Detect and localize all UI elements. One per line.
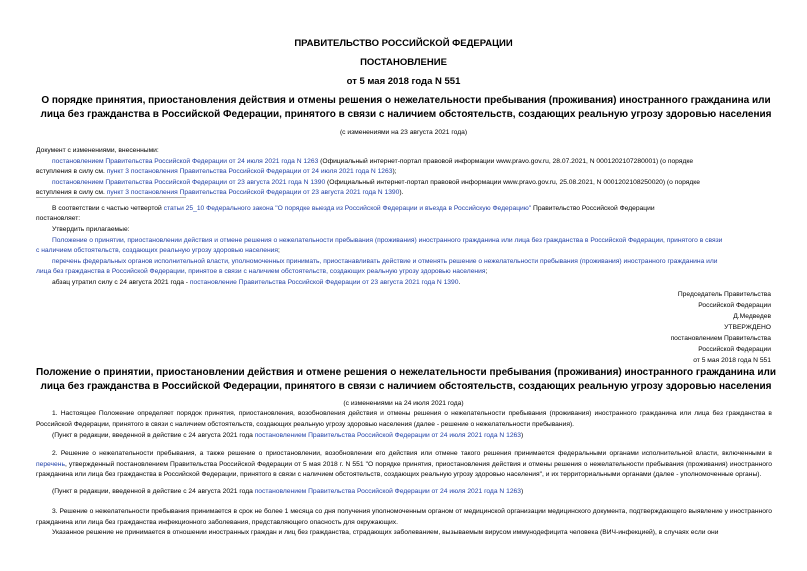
amendment-1-link[interactable]: постановлением Правительства Российской Федерации от 24 июля 2021 года N 1263 xyxy=(52,158,319,165)
separator xyxy=(36,197,186,198)
abolished-line xyxy=(52,278,460,287)
signature-l4: УТВЕРЖДЕНО xyxy=(724,324,771,331)
amendment-2-line2 xyxy=(36,188,403,197)
signature-l5: постановлением Правительства xyxy=(670,335,771,342)
regulation-link-cont[interactable]: с наличием обстоятельств, создающих реальную угрозу здоровью населения xyxy=(36,247,279,254)
document-type: ПОСТАНОВЛЕНИЕ xyxy=(360,57,447,68)
preamble-line1 xyxy=(52,204,655,213)
abolished-prefix: абзац утратил силу с 24 августа 2021 года - xyxy=(52,279,190,286)
item2-suffix: ; xyxy=(485,268,488,275)
p2-text-a: 2. Решение о нежелательности пребывания, а также решение о приостановлении, возобновлении его действия или отмене такого решения принимается федеральными органами исполнительной власти, включенными в xyxy=(52,450,772,457)
p1-note-suffix: ) xyxy=(520,432,524,439)
signature-l2: Российской Федерации xyxy=(698,302,771,309)
p2-note-link[interactable]: постановлением Правительства Российской Федерации от 24 июля 2021 года N 1263 xyxy=(254,488,521,495)
amendment-1-effect-link[interactable]: пункт 3 постановления Правительства Российской Федерации от 24 июля 2021 года N 1263 xyxy=(106,168,393,175)
amendment-2-link[interactable]: постановлением Правительства Российской Федерации от 23 августа 2021 года N 1390 xyxy=(52,179,326,186)
amendment-1-prefix: вступления в силу см. xyxy=(36,168,107,175)
amendment-2-effect-link[interactable]: пункт 3 постановления Правительства Российской Федерации от 23 августа 2021 года N 1390 xyxy=(106,189,400,196)
authorities-list-link-cont[interactable]: лица без гражданства в Российской Федерации, принятое в связи с наличием обстоятельств, создающих реальную угрозу здоровью населения xyxy=(36,268,486,275)
paragraph-2-note xyxy=(52,487,523,496)
changes-note: (с изменениями на 23 августа 2021 года) xyxy=(339,129,468,136)
signature-l3: Д.Медведев xyxy=(733,313,771,320)
item2-line2 xyxy=(36,267,487,276)
preamble-line2: постановляет: xyxy=(36,215,81,222)
p2-note-prefix: (Пункт в редакции, введенной в действие с 24 августа 2021 года xyxy=(52,488,255,495)
item2-line1 xyxy=(52,257,718,266)
p2-list-link[interactable]: перечень xyxy=(36,460,65,468)
authorities-list-link[interactable]: перечень федеральных органов исполнительной власти, уполномоченных принимать, приостанавливать действие и отменять решение о нежелательности пребывания (проживания) иностранного гражданина или xyxy=(52,258,718,265)
regulation-title: Положение о принятии, приостановлении действия и отмене решения о нежелательности пребывания (проживания) иностранного гражданина или лица без гражданства в Российской Федерации, принятого в связи с наличием обстоятельств, создающих реальную угрозу здоровью населения xyxy=(36,367,776,392)
paragraph-1-note xyxy=(52,431,523,440)
item1-line1 xyxy=(52,236,722,245)
regulation-link[interactable]: Положение о принятии, приостановлении действия и отмене решения о нежелательности пребывания (проживания) иностранного гражданина или лица без гражданства в Российской Федерации, принятого в связи xyxy=(52,237,723,244)
amendment-1-suffix: ); xyxy=(392,168,397,175)
p1-note-prefix: (Пункт в редакции, введенной в действие с 24 августа 2021 года xyxy=(52,432,255,439)
amendments-intro: Документ с изменениями, внесенными: xyxy=(36,147,159,154)
p2-text-b: , утвержденный постановлением Правительства Российской Федерации от 5 мая 2018 г. N 551 "О порядке принятия, приостановления действия и отмены решения о нежелательности пребывания (проживания) иностранного гражданина или лица без гражданства в Российской Федерации, принятого в связи с наличием обстоятельств, создающих реальную угрозу здоровью населения", и их территориальными органами (далее - уполномоченные органы). xyxy=(36,460,772,478)
document-title: О порядке принятия, приостановления действия и отмены решения о нежелательности пребывания (проживания) иностранного гражданина или лица без гражданства в Российской Федерации, принятого в связи с наличием обстоятельств, создающих реальную угрозу здоровью населения xyxy=(40,95,772,120)
signature-l1: Председатель Правительства xyxy=(677,291,771,298)
regulation-changes-note: (с изменениями на 24 июля 2021 года) xyxy=(343,400,464,407)
p1-note-link[interactable]: постановлением Правительства Российской Федерации от 24 июля 2021 года N 1263 xyxy=(254,432,521,439)
paragraph-1: 1. Настоящее Положение определяет порядок принятия, приостановления, возобновления действия и отмены решения о нежелательности пребывания (проживания) иностранного гражданина или лица без гражданства в Российской Федерации, принятого в связи с наличием обстоятельств, создающих реальную угрозу здоровью населения (далее - решение о нежелательности пребывания). xyxy=(36,410,772,428)
document-date: от 5 мая 2018 года N 551 xyxy=(346,76,461,87)
item1-suffix: ; xyxy=(278,247,280,254)
abolished-suffix: . xyxy=(458,279,461,286)
paragraph-2 xyxy=(36,449,772,481)
amendment-2-text: (Официальный интернет-портал правовой информации www.pravo.gov.ru, 25.08.2021, N 0001202108250020) (о порядке xyxy=(325,179,700,186)
preamble-suffix: Правительство Российской Федерации xyxy=(531,205,655,212)
amendment-1 xyxy=(52,157,693,166)
abolished-link[interactable]: постановление Правительства Российской Федерации от 23 августа 2021 года N 1390 xyxy=(189,279,459,286)
paragraph-3: 3. Решение о нежелательности пребывания принимается в срок не более 1 месяца со дня получения уполномоченным органом от медицинской организации медицинского документа, подтверждающего выявление у иностранного гражданина или лица без гражданства инфекционного заболевания, представляющего опасность для окружающих. xyxy=(36,508,772,526)
approve-line: Утвердить прилагаемые: xyxy=(52,226,130,233)
preamble-prefix: В соответствии с частью четвертой xyxy=(52,205,164,212)
amendment-2-suffix: ). xyxy=(399,189,404,196)
item1-line2 xyxy=(36,246,280,255)
p2-note-suffix: ) xyxy=(520,488,524,495)
amendment-1-line2 xyxy=(36,167,397,176)
amendment-2 xyxy=(52,178,700,187)
amendment-2-prefix: вступления в силу см. xyxy=(36,189,107,196)
signature-l7: от 5 мая 2018 года N 551 xyxy=(693,357,771,364)
federal-law-link[interactable]: статьи 25_10 Федерального закона "О порядке выезда из Российской Федерации и въезда в Российскую Федерацию" xyxy=(163,205,532,212)
amendment-1-text: (Официальный интернет-портал правовой информации www.pravo.gov.ru, 28.07.2021, N 0001202107280001) (о порядке xyxy=(318,158,694,165)
paragraph-4: Указанное решение не принимается в отношении иностранных граждан и лиц без гражданства, страдающих заболеванием, вызываемым вирусом иммунодефицита человека (ВИЧ-инфекцией), в случаях если они xyxy=(52,529,719,536)
signature-l6: Российской Федерации xyxy=(698,346,771,353)
government-heading: ПРАВИТЕЛЬСТВО РОССИЙСКОЙ ФЕДЕРАЦИИ xyxy=(294,38,513,49)
